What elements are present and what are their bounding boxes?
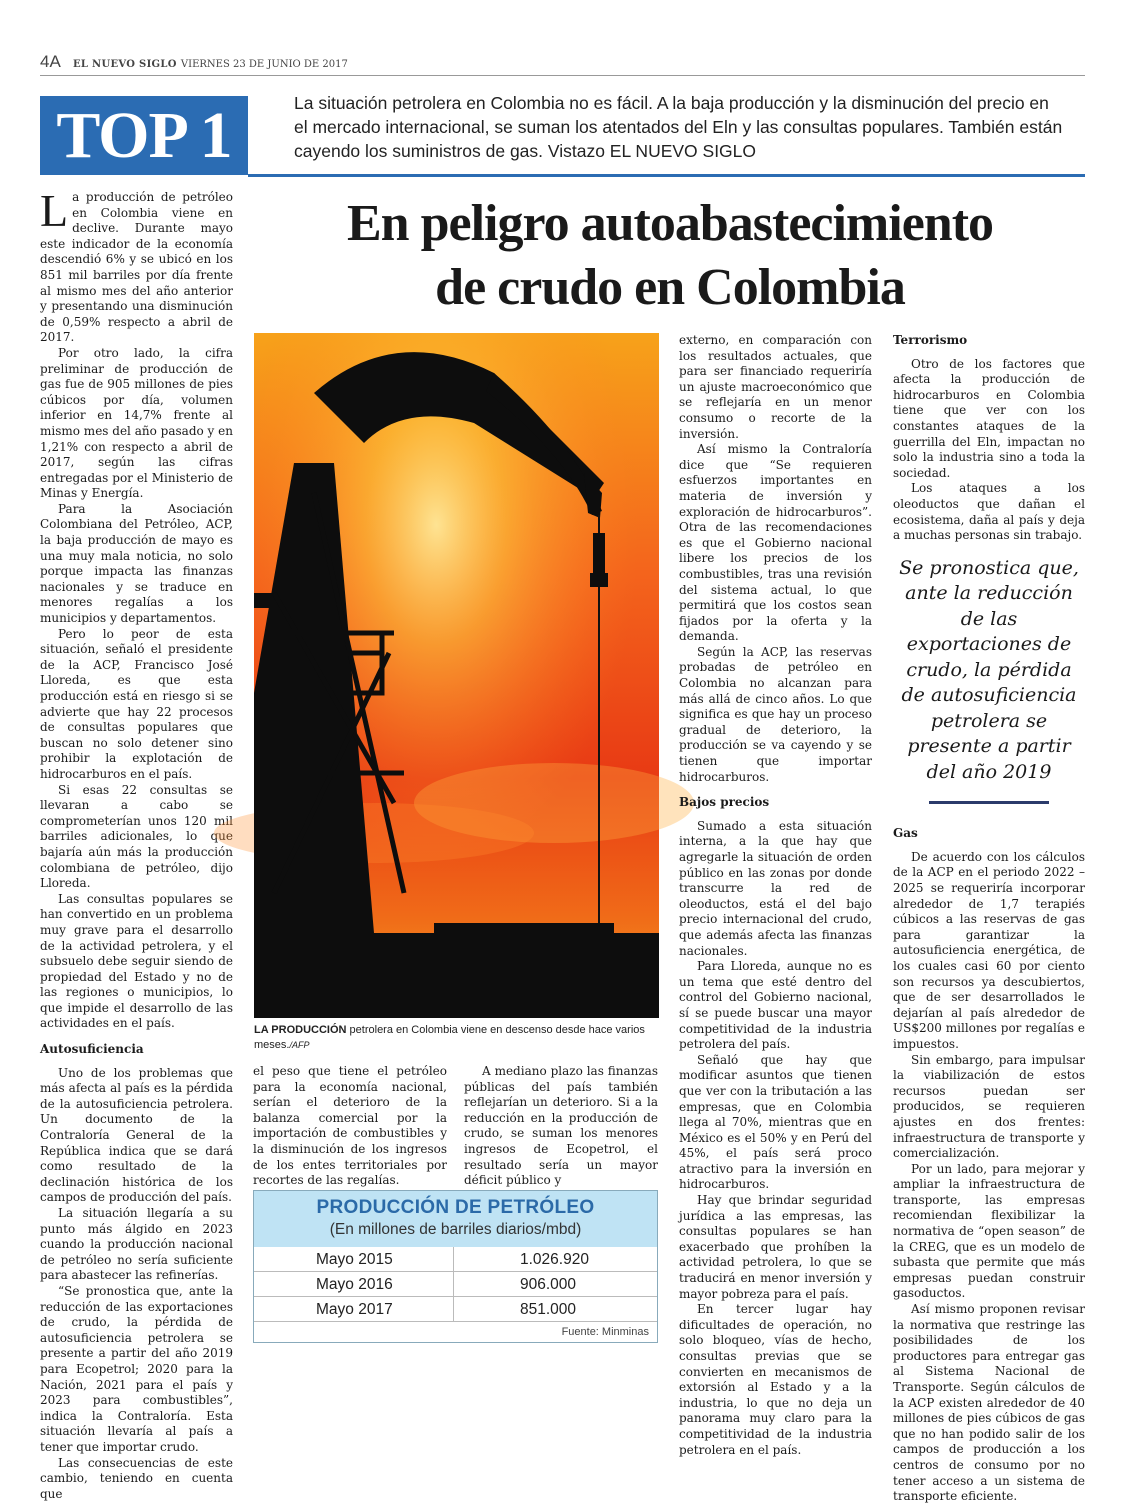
paragraph: Las consecuencias de este cambio, teniendo en cuenta que xyxy=(40,1455,233,1501)
subheading: Autosuficiencia xyxy=(40,1042,144,1057)
paragraph: Así mismo la Contraloría dice que “Se requieren esfuerzos importantes en materia de inversión y exploración de hidrocarburos”. Otra de las recomendaciones es que el Gobierno nacional libere los precios de los combustibles, tras una revisión del sistema actual, lo que permitirá que los costos sean fijados por la oferta y la demanda. xyxy=(679,442,872,644)
photo-credit: /AFP xyxy=(289,1040,310,1050)
headline xyxy=(250,192,1090,320)
header-rule xyxy=(40,75,1085,76)
section-tag-box xyxy=(40,96,248,175)
paragraph: Sin embargo, para impulsar la viabilización de estos recursos puedan ser producidos, se requieren ajustes en dos frentes: infraestructura de transporte y comercialización. xyxy=(893,1052,1085,1161)
pumpjack-silhouette-image xyxy=(254,333,659,1018)
newspaper-name: EL NUEVO SIGLO xyxy=(72,59,177,70)
paragraph: Así mismo proponen revisar la normativa que restringe las posibilidades de los productores para entregar gas al Sistema Nacional de Transporte. Según cálculos de la ACP existen alrededor de 40 millones de pies cúbicos de gas que no han podido salir de los campos de producción a los centros de consumo por no tener acceso a un sistema de transporte eficiente. xyxy=(893,1302,1085,1504)
row-label: Mayo 2016 xyxy=(254,1272,454,1296)
article-column-2b xyxy=(464,1064,658,1189)
table-source: Fuente: Minminas xyxy=(561,1326,649,1338)
page-folio xyxy=(40,52,348,72)
paragraph: Para Lloreda, aunque no es un tema que esté dentro del control del Gobierno nacional, sí se puede buscar una mayor competitividad de la industria petrolera del país. xyxy=(679,959,872,1052)
lede-summary: La situación petrolera en Colombia no es fácil. A la baja producción y la disminución del precio en el mercado internacional, se suman los atentados del Eln y las consultas populares. También están cayendo los suministros de gas. Vistazo EL NUEVO SIGLO xyxy=(294,93,1063,161)
table-row xyxy=(254,1272,657,1297)
paragraph: La producción de petróleo en Colombia viene en declive. Durante mayo este indicador de la economía descendió 6% y se ubicó en los 851 mil barriles por día frente al mismo mes del año anterior y presentando una disminución de 0,59% respecto a abril de 2017. xyxy=(40,185,233,345)
paragraph: externo, en comparación con los resultados actuales, que para ser financiado requeriría un ajuste macroeconómico que se reflejaría en un menor consumo o recorte de la inversión. xyxy=(679,333,872,441)
pull-quote: Se pronostica que, ante la reducción de las exportaciones de crudo, la pérdida de autosuficiencia petrolera se presente a partir del año 2019 xyxy=(899,556,1079,783)
paragraph: Los ataques a los oleoductos que dañan el ecosistema, daña al país y deja a muchas personas sin trabajo. xyxy=(893,481,1085,543)
page-number: 4A xyxy=(40,52,61,71)
subheading: Bajos precios xyxy=(679,795,770,810)
drop-cap: L xyxy=(40,185,69,236)
paragraph: Las consultas populares se han convertido en un problema muy grave para el desarrollo de la actividad petrolera, y el subsuelo debe seguir siendo de propiedad del Estado y no de las regiones o municipios, lo que impide el desarrollo de las actividades en el país. xyxy=(40,891,233,1031)
oil-pump-photo xyxy=(254,333,659,1018)
paragraph: La situación llegaría a su punto más álgido en 2023 cuando la producción nacional de petróleo no sería suficiente para abastecer las refinerías. xyxy=(40,1206,233,1283)
subheading: Terrorismo xyxy=(893,333,968,347)
subheading: Gas xyxy=(893,826,918,841)
paragraph: Otro de los factores que afecta la producción de hidrocarburos en Colombia tiene que ver con los constantes ataques de la guerrilla del Eln, impactan no solo la industria sino a toda la sociedad. xyxy=(893,356,1085,480)
paragraph: Pero lo peor de esta situación, señaló el presidente de la ACP, Francisco José Lloreda, es que esta producción está en riesgo si se advierte que hay 22 procesos de consultas populares que buscan no solo detener sino prohibir la explotación de hidrocarburos en el país. xyxy=(40,626,233,781)
row-label: Mayo 2015 xyxy=(254,1247,454,1271)
paragraph: Por otro lado, la cifra preliminar de producción de gas fue de 905 millones de pies cúbicos por día, volumen inferior en 14,7% frente al mismo mes del año pasado y en 1,21% con respecto a abril de 2017, según las cifras entregadas por el Ministerio de Minas y Energía. xyxy=(40,345,233,501)
table-subtitle: (En millones de barriles diarios/mbd) xyxy=(329,1221,582,1238)
row-value: 1.026.920 xyxy=(520,1251,589,1268)
production-table xyxy=(253,1190,658,1343)
paragraph: Por un lado, para mejorar y ampliar la infraestructura de transporte, las empresas recomiendan flexibilizar la normativa de “open season” de la CREG, que es un modelo de subasta que permite que más empresas puedan construir gasoductos. xyxy=(893,1161,1085,1301)
paragraph: Para la Asociación Colombiana del Petróleo, ACP, la baja producción de mayo es una muy mala noticia, no solo porque impacta las finanzas nacionales y se traduce en menores regalías a los municipios y departamentos. xyxy=(40,501,233,626)
row-value: 906.000 xyxy=(520,1276,577,1293)
row-label: Mayo 2017 xyxy=(254,1297,454,1321)
headline-line-1: En peligro autoabastecimiento xyxy=(346,195,994,252)
photo-caption xyxy=(254,1023,659,1053)
caption-text: petrolera en Colombia viene en descenso desde hace varios meses. xyxy=(254,1024,645,1051)
table-row xyxy=(254,1247,657,1272)
issue-date: VIERNES 23 DE JUNIO DE 2017 xyxy=(180,59,348,70)
article-column-3 xyxy=(679,333,872,1458)
paragraph: Señaló que hay que modificar asuntos que tienen que ver con la tributación a las empresas, que en Colombia llega al 70%, mientras que en México es el 50% y en Perú del 45%, el país será proco atractivo para la inversión en hidrocarburos. xyxy=(679,1052,872,1192)
table-title: PRODUCCIÓN DE PETRÓLEO xyxy=(316,1197,595,1218)
paragraph: Uno de los problemas que más afecta al país es la pérdida de la autosuficiencia petrolera. Un documento de la Contraloría General de la República indica que se dará como resultado de la declinación histórica de los campos de producción del país. xyxy=(40,1065,233,1205)
lede-rule xyxy=(248,174,1085,177)
article-column-2a xyxy=(253,1064,447,1189)
row-value: 851.000 xyxy=(520,1301,577,1318)
table-header xyxy=(254,1191,657,1247)
paragraph: De acuerdo con los cálculos de la ACP en el periodo 2022 – 2025 se requeriría incorporar alrededor de 1,7 terapiés cúbicos a las reservas de gas para garantizar la autosuficiencia energética, de los cuales casi 60 por ciento son recursos ya descubiertos, que de ser desarrollados le dejarían al país alrededor de US$200 millones por regalías e impuestos. xyxy=(893,849,1085,1051)
table-row xyxy=(254,1297,657,1322)
paragraph: Sumado a esta situación interna, a la que hay que agregarle la situación de orden público en las zonas por donde transcurre la red de oleoductos, está el del bajo precio internacional del crudo, que además afecta las finanzas nacionales. xyxy=(679,818,872,958)
article-column-4 xyxy=(893,333,1085,1505)
paragraph: “Se pronostica que, ante la reducción de las exportaciones de crudo, la pérdida de autosuficiencia petrolera se presente a partir del año 2019 para Ecopetrol; 2020 para la Nación, 2021 para el país y 2023 para combustibles”, indica la Contraloría. Esta situación llevaría al país a tener que importar crudo. xyxy=(40,1283,233,1454)
paragraph: Hay que brindar seguridad jurídica a las empresas, las consultas populares se han exacerbado que prohíben la actividad petrolera, lo que se traducirá en menor inversión y mayor pobreza para el país. xyxy=(679,1193,872,1301)
section-tag: TOP 1 xyxy=(56,98,232,172)
paragraph: En tercer lugar hay dificultades de operación, no solo bloqueo, vías de hecho, consultas previas que se convierten en mecanismos de extorsión al Estado y a la industria, lo que no deja un panorama muy claro para la competitividad de la industria petrolera en el país. xyxy=(679,1302,872,1457)
article-column-1 xyxy=(40,185,233,1502)
paragraph: A mediano plazo las finanzas públicas del país también reflejarían un deterioro. Si a la reducción en la producción de crudo, se suman los menores ingresos de Ecopetrol, el resultado sería un mayor déficit público y xyxy=(464,1064,658,1188)
paragraph: Si esas 22 consultas se llevaran a cabo se comprometerían unos 120 mil barriles adicionales, lo que bajaría aún más la producción colombiana de petróleo, dijo Lloreda. xyxy=(40,782,233,891)
headline-line-2: de crudo en Colombia xyxy=(435,259,905,316)
paragraph: el peso que tiene el petróleo para la economía nacional, serían el deterioro de la balanza comercial por la importación de combustibles y la disminución de los ingresos de los entes territoriales por recortes de las regalías. xyxy=(253,1064,447,1188)
caption-lead: LA PRODUCCIÓN xyxy=(254,1024,347,1036)
paragraph: Según la ACP, las reservas probadas de petróleo en Colombia no alcanzan para más allá de cinco años. Lo que significa es que hay un proceso gradual de deterioro, la producción se va cayendo y se tienen que importar hidrocarburos. xyxy=(679,644,872,784)
pull-quote-rule xyxy=(929,801,1049,804)
